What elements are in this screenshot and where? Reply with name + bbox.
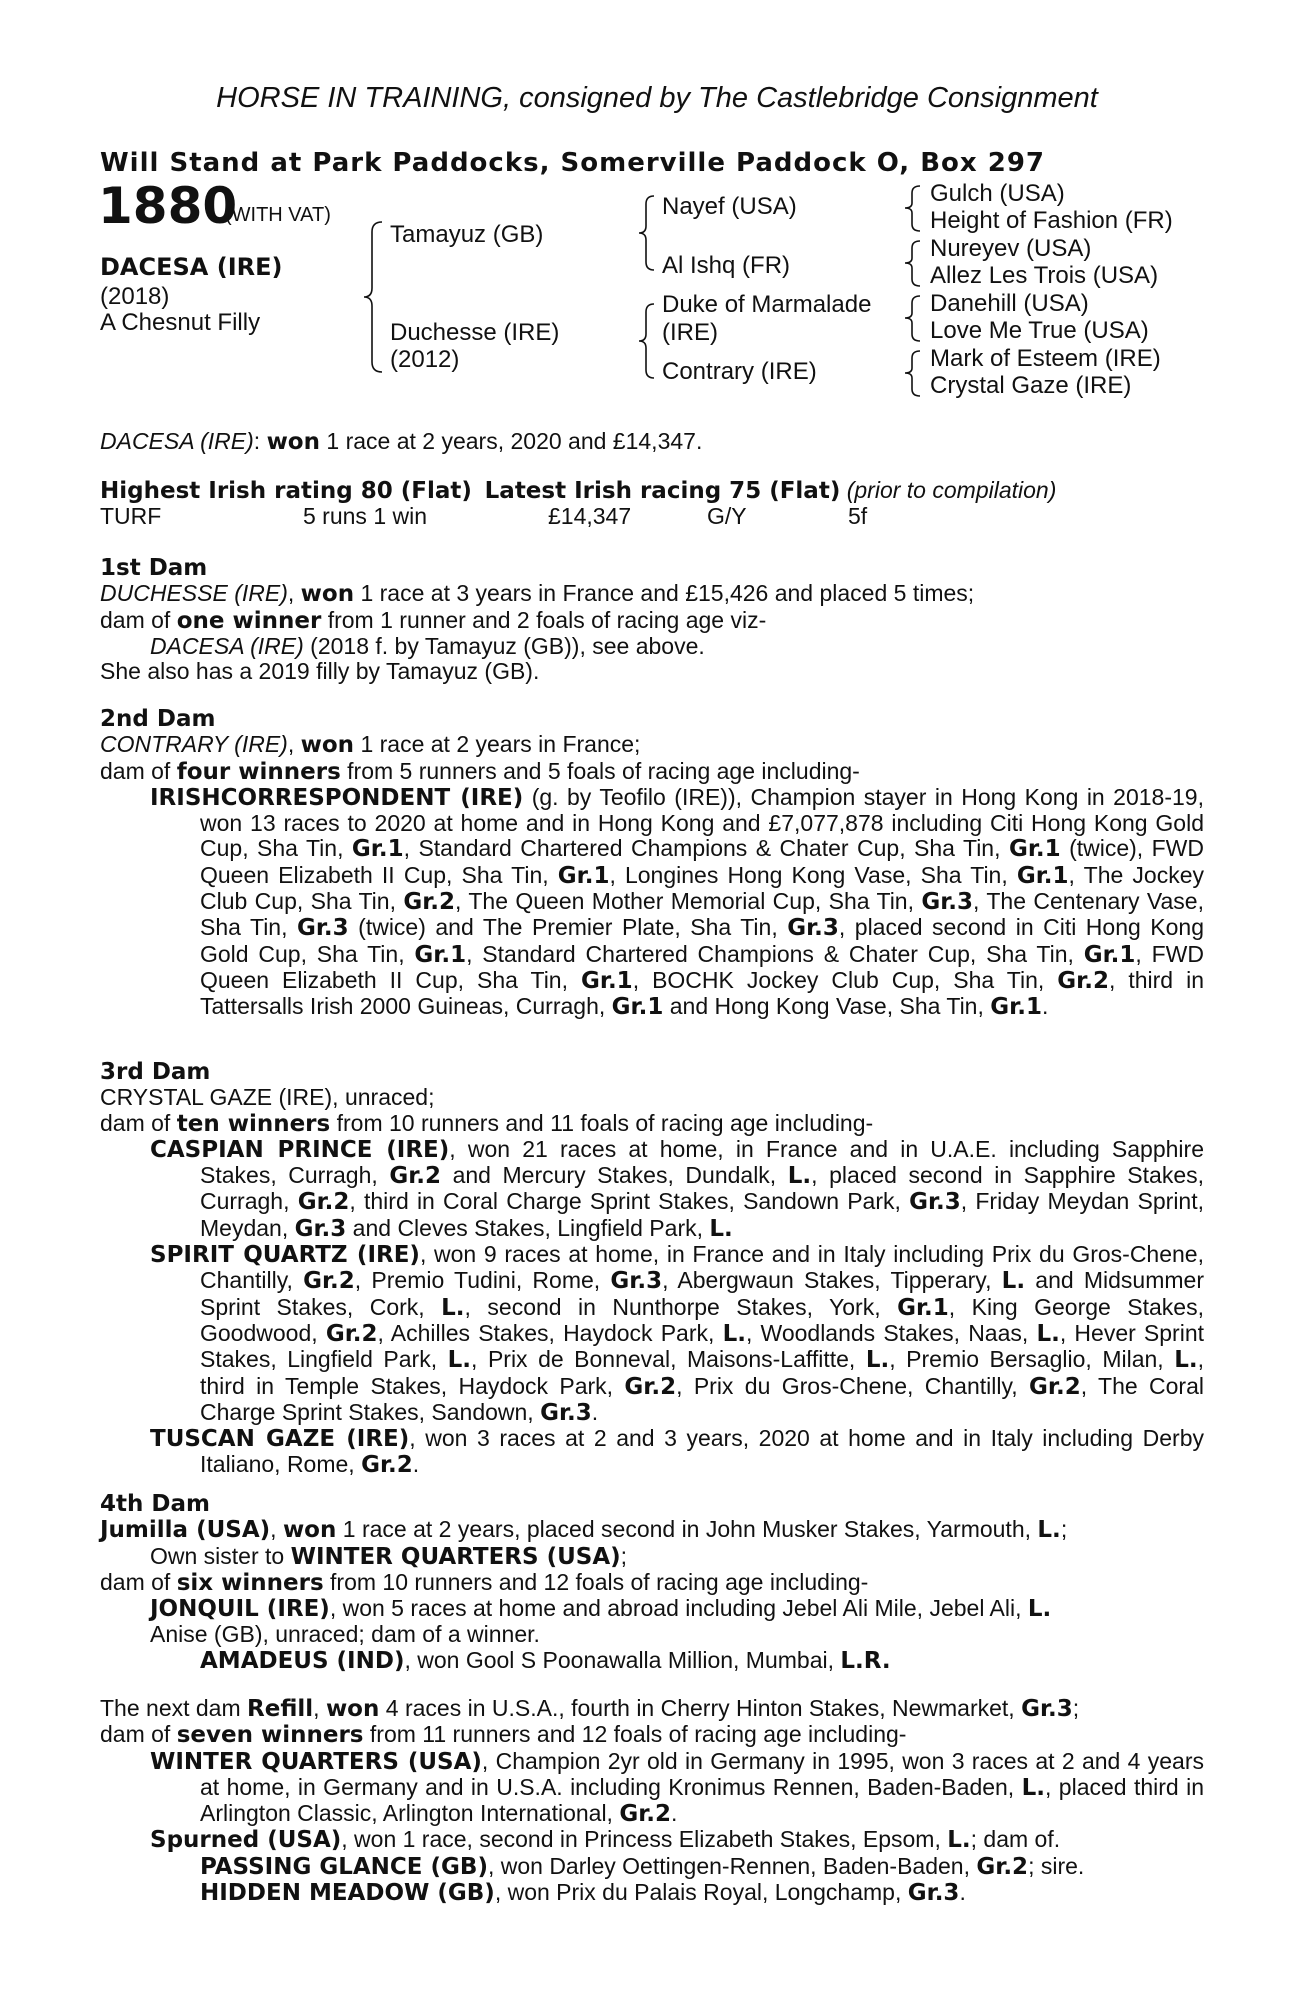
next-dam-text: 4 races in U.S.A., fourth in Cherry Hinton Stakes, Newmarket, <box>379 1695 1022 1721</box>
grade-label: Gr.1 <box>1083 941 1136 968</box>
first-dam-progeny-text: (2018 f. by Tamayuz (GB)), see above. <box>303 632 705 659</box>
fourth-dam-heading: 4th Dam <box>100 1491 210 1517</box>
grade-label: Gr.3 <box>921 889 974 916</box>
fourth-dam-name: Jumilla (USA) <box>100 1517 271 1544</box>
grade-label: Gr.3 <box>907 1880 960 1907</box>
progeny-text: . <box>591 1398 599 1425</box>
rating-going: G/Y <box>707 503 747 529</box>
pedigree-dam: Duchesse (IRE) <box>390 319 560 346</box>
grade-label: Gr.1 <box>1008 836 1061 863</box>
progeny-text: , Longines Hong Kong Vase, Sha Tin, <box>609 861 1017 888</box>
grade-label: Gr.1 <box>1016 862 1069 889</box>
progeny-name: Spurned (USA) <box>150 1827 342 1854</box>
progeny-text: , Premio Tudini, Rome, <box>354 1267 611 1294</box>
progeny-text: , third in Tattersalls Irish 2000 Guineas, Curragh, <box>200 966 1204 1020</box>
own-sister-name: WINTER QUARTERS (USA) <box>290 1543 621 1570</box>
grade-label: Gr.2 <box>325 1320 378 1347</box>
rating-runs: 5 runs 1 win <box>303 503 428 529</box>
highest-rating: Highest Irish rating 80 (Flat) <box>100 478 472 504</box>
first-dam-produce-text: from 1 runner and 2 foals of racing age viz- <box>321 606 767 633</box>
fourth-dam-winners: six winners <box>176 1569 324 1596</box>
progeny-text: , Champion 2yr old in Germany in 1995, won 3 races at 2 and 4 years at home, in Germany and in U.S.A. including Kronimus Rennen, Baden-Baden, <box>200 1747 1204 1800</box>
progeny-text: , placed second in Citi Hong Kong Gold Cup, Sha Tin, <box>200 914 1204 967</box>
next-dam-won: won <box>325 1696 380 1722</box>
grade-label: Gr.2 <box>624 1373 677 1400</box>
first-dam-text: 1 race at 3 years in France and £15,426 and placed 5 times; <box>354 580 975 607</box>
third-dam-produce <box>100 1111 1204 1137</box>
progeny-hidden-meadow <box>100 1880 1204 1906</box>
grade-label: L. <box>787 1163 812 1190</box>
fourth-dam-produce-text: from 10 runners and 12 foals of racing age including- <box>323 1568 869 1595</box>
progeny-text: and Hong Kong Vase, Sha Tin, <box>663 993 991 1020</box>
progeny-text: and Mercury Stakes, Dundalk, <box>441 1162 788 1189</box>
progeny-name: JONQUIL (IRE) <box>150 1596 330 1623</box>
next-dam-produce <box>100 1722 1204 1748</box>
grade-label: Gr.1 <box>351 836 404 863</box>
progeny-text: , Prix de Bonneval, Maisons-Laffitte, <box>471 1346 866 1373</box>
first-dam-line: DUCHESSE (IRE), won 1 race at 3 years in France and £15,426 and placed 5 times; <box>100 580 975 608</box>
progeny-name: WINTER QUARTERS (USA) <box>150 1748 482 1775</box>
grade-label: L. <box>947 1827 971 1854</box>
grade-label: L. <box>722 1320 746 1347</box>
third-dam-heading: 3rd Dam <box>100 1059 211 1085</box>
lot-number: 1880 <box>98 177 238 235</box>
grade-label: Gr.2 <box>389 1163 442 1190</box>
grade-label: L. <box>1174 1347 1198 1374</box>
progeny-name: PASSING GLANCE (GB) <box>200 1853 488 1880</box>
grade-label: Gr.1 <box>414 941 467 968</box>
progeny-tuscan-gaze <box>100 1426 1204 1479</box>
next-dam-line: The next dam Refill, won 4 races in U.S.A., fourth in Cherry Hinton Stakes, Newmarket, Gr.3; <box>100 1695 1080 1722</box>
first-dam-also: She also has a 2019 filly by Tamayuz (GB). <box>100 658 540 685</box>
third-dam-produce-text: from 10 runners and 11 foals of racing age including- <box>330 1109 874 1136</box>
progeny-text: , Hever Sprint Stakes, Lingfield Park, <box>200 1319 1205 1373</box>
second-dam-section <box>100 707 1204 1021</box>
grade-label: L. <box>1001 1268 1026 1295</box>
progeny-caspian-prince <box>100 1137 1204 1242</box>
progeny-text: , The Queen Mother Memorial Cup, Sha Tin, <box>455 888 922 915</box>
second-dam-produce-text: from 5 runners and 5 foals of racing age including- <box>340 757 860 784</box>
progeny-text: , placed third in Arlington Classic, Arlington International, <box>200 1773 1205 1827</box>
grade-label: Gr.1 <box>990 994 1042 1021</box>
consignment-title: HORSE IN TRAINING, consigned by The Castlebridge Consignment <box>216 82 1098 114</box>
progeny-spurned <box>100 1827 1204 1853</box>
pedigree-dam-year: (2012) <box>390 346 460 373</box>
pedigree-sss: Gulch (USA) <box>930 180 1065 207</box>
race-summary: DACESA (IRE): won 1 race at 2 years, 2020 and £14,347. <box>100 428 703 455</box>
grade-label: Gr.3 <box>540 1399 592 1426</box>
progeny-text: and Midsummer Sprint Stakes, Cork, <box>200 1267 1204 1320</box>
progeny-text: , Standard Chartered Champions & Chater Cup, Sha Tin, <box>466 940 1084 967</box>
progeny-name: IRISHCORRESPONDENT (IRE) <box>150 784 524 811</box>
grade-label: L. <box>1036 1320 1060 1347</box>
grade-label: Gr.3 <box>296 915 349 942</box>
progeny-text: , won 5 races at home and abroad including Jebel Ali Mile, Jebel Ali, <box>329 1595 1028 1622</box>
progeny-winter-quarters <box>100 1749 1204 1828</box>
next-dam-winners: seven winners <box>176 1722 364 1749</box>
second-dam-heading: 2nd Dam <box>100 706 216 732</box>
grade-label: L.R. <box>840 1647 891 1674</box>
first-dam-name: DUCHESSE (IRE) <box>100 580 288 607</box>
progeny-text: , Premio Bersaglio, Milan, <box>889 1346 1175 1373</box>
next-dam-produce-text: from 11 runners and 12 foals of racing age including- <box>363 1721 907 1748</box>
progeny-text: , won 3 races at 2 and 3 years, 2020 at home and in Italy including Derby Italiano, Rome, <box>200 1425 1205 1478</box>
progeny-text: , The Coral Charge Sprint Stakes, Sandown, <box>200 1372 1204 1425</box>
second-dam-winners: four winners <box>176 758 341 785</box>
pedigree-ddd: Crystal Gaze (IRE) <box>930 372 1132 399</box>
next-dam-name: Refill <box>247 1696 314 1722</box>
pedigree-dds: Mark of Esteem (IRE) <box>930 345 1161 372</box>
fourth-dam-text: 1 race at 2 years, placed second in John Musker Stakes, Yarmouth, <box>336 1516 1038 1543</box>
grade-label: L. <box>441 1294 465 1321</box>
progeny-text: , Prix du Gros-Chene, Chantilly, <box>676 1372 1030 1399</box>
grade-label: Gr.2 <box>303 1268 355 1295</box>
grade-label: Gr.2 <box>1057 967 1109 994</box>
first-dam-winners: one winner <box>176 607 322 634</box>
progeny-text: (twice), FWD Queen Elizabeth II Cup, Sha Tin, <box>200 835 1204 888</box>
grade-label: Gr.1 <box>557 862 610 889</box>
second-dam-won: won <box>300 732 355 759</box>
third-dam-dam-of: dam of <box>100 1109 177 1136</box>
pedigree-sds: Nureyev (USA) <box>930 235 1092 262</box>
punctuation: ; <box>1072 1695 1080 1721</box>
rating-line <box>100 477 1056 504</box>
progeny-text: , Achilles Stakes, Haydock Park, <box>377 1319 723 1346</box>
grade-label: L. <box>865 1347 890 1374</box>
grade-label: Gr.3 <box>1021 1696 1073 1722</box>
grade-label: Gr.2 <box>1029 1373 1081 1400</box>
fourth-dam-dam-of: dam of <box>100 1568 177 1595</box>
progeny-text: , King George Stakes, Goodwood, <box>200 1293 1204 1346</box>
progeny-text: ; sire. <box>1028 1852 1085 1879</box>
summary-horse-name: DACESA (IRE) <box>100 428 254 454</box>
progeny-text: , Woodlands Stakes, Naas, <box>745 1319 1037 1346</box>
progeny-text: , third in Coral Charge Sprint Stakes, Sandown Park, <box>349 1188 910 1215</box>
grade-label: L. <box>1037 1517 1061 1544</box>
horse-name: DACESA (IRE) <box>100 253 283 281</box>
progeny-anise: Anise (GB), unraced; dam of a winner. <box>150 1621 540 1648</box>
rating-surface: TURF <box>100 503 162 529</box>
pedigree-dss: Danehill (USA) <box>930 290 1089 317</box>
stand-location: Will Stand at Park Paddocks, Somerville Paddock O, Box 297 <box>100 148 1046 178</box>
second-dam-text: 1 race at 2 years in France; <box>354 731 641 758</box>
pedigree-sire: Tamayuz (GB) <box>390 221 544 248</box>
progeny-text: , won 9 races at home, in France and in Italy including Prix du Gros-Chene, Chantilly, <box>200 1241 1204 1294</box>
progeny-text: , third in Temple Stakes, Haydock Park, <box>200 1346 1204 1399</box>
rating-prize: £14,347 <box>548 503 632 529</box>
second-dam-dam-of: dam of <box>100 757 177 784</box>
pedigree-sire-dam: Al Ishq (FR) <box>662 252 791 279</box>
progeny-name: SPIRIT QUARTZ (IRE) <box>150 1242 420 1269</box>
pedigree-sire-sire: Nayef (USA) <box>662 193 797 220</box>
progeny-text: . <box>671 1800 678 1827</box>
progeny-text: ; dam of. <box>970 1826 1061 1853</box>
grade-label: Gr.2 <box>361 1452 413 1479</box>
rating-note: (prior to compilation) <box>846 477 1057 503</box>
progeny-text: . <box>959 1879 966 1906</box>
progeny-text: (twice) and The Premier Plate, Sha Tin, <box>348 914 788 941</box>
third-dam-section <box>100 1060 1204 1479</box>
progeny-text: , won Darley Oettingen-Rennen, Baden-Baden, <box>487 1852 977 1879</box>
third-dam-winners: ten winners <box>176 1110 331 1137</box>
summary-text: 1 race at 2 years, 2020 and £14,347. <box>320 428 703 454</box>
progeny-text: and Cleves Stakes, Lingfield Park, <box>346 1214 710 1241</box>
grade-label: Gr.2 <box>976 1853 1029 1880</box>
progeny-amadeus <box>100 1648 1204 1674</box>
pedigree-ssd: Height of Fashion (FR) <box>930 207 1173 234</box>
first-dam-progeny-name: DACESA (IRE) <box>150 632 304 659</box>
progeny-text: , Friday Meydan Sprint, Meydan, <box>200 1188 1205 1241</box>
pedigree-dam-sire: Duke of Marmalade <box>662 291 872 318</box>
grade-label: Gr.3 <box>787 915 839 942</box>
own-sister-text: Own sister to <box>150 1542 291 1569</box>
pedigree-dam-dam: Contrary (IRE) <box>662 358 817 385</box>
progeny-irishcorrespondent <box>100 785 1204 1021</box>
latest-rating: Latest Irish racing 75 (Flat) <box>484 478 841 504</box>
progeny-text: , placed second in Sapphire Stakes, Curragh, <box>200 1162 1204 1215</box>
grade-label: Gr.1 <box>897 1294 949 1321</box>
first-dam-produce <box>100 608 1204 634</box>
grade-label: Gr.2 <box>619 1801 672 1828</box>
next-dam-dam-of: dam of <box>100 1721 177 1748</box>
first-dam-dam-of: dam of <box>100 606 177 633</box>
first-dam-section <box>100 556 1204 684</box>
pedigree-sdd: Allez Les Trois (USA) <box>930 262 1159 289</box>
progeny-text: , FWD Queen Elizabeth II Cup, Sha Tin, <box>200 940 1204 993</box>
fourth-dam-line: Jumilla (USA), won 1 race at 2 years, placed second in John Musker Stakes, Yarmouth, L.; <box>100 1516 1068 1544</box>
fourth-dam-section <box>100 1492 1204 1674</box>
progeny-text: , won Prix du Palais Royal, Longchamp, <box>494 1879 908 1906</box>
progeny-text: , Standard Chartered Champions & Chater Cup, Sha Tin, <box>403 835 1009 862</box>
fourth-dam-produce <box>100 1570 1204 1596</box>
progeny-text: , The Centenary Vase, Sha Tin, <box>200 888 1204 941</box>
progeny-text: , second in Nunthorpe Stakes, York, <box>464 1293 898 1320</box>
progeny-text: , won 21 races at home, in France and in U.A.E. including Sapphire Stakes, Curragh, <box>200 1135 1204 1189</box>
progeny-text: . <box>1041 993 1049 1020</box>
progeny-jonquil <box>100 1596 1204 1622</box>
grade-label: Gr.2 <box>297 1189 350 1216</box>
grade-label: Gr.1 <box>611 994 664 1021</box>
second-dam-line: CONTRARY (IRE), won 1 race at 2 years in France; <box>100 731 641 759</box>
progeny-name: AMADEUS (IND) <box>200 1647 405 1674</box>
pedigree-dam-sire-suffix: (IRE) <box>662 319 718 346</box>
progeny-name: CASPIAN PRINCE (IRE) <box>150 1136 450 1163</box>
grade-label: Gr.1 <box>581 967 633 994</box>
horse-year: (2018) <box>100 283 170 310</box>
next-dam-section <box>100 1696 1204 1906</box>
rating-distance: 5f <box>848 503 868 529</box>
next-dam-intro: The next dam <box>100 1695 248 1721</box>
progeny-text: (g. by Teofilo (IRE)), Champion stayer in Hong Kong in 2018-19, won 13 races to 2020 at home and in Hong Kong and £7,077,878 including Citi Hong Kong Gold Cup, Sha Tin, <box>200 783 1204 862</box>
progeny-text: , won 1 race, second in Princess Elizabeth Stakes, Epsom, <box>341 1826 948 1853</box>
third-dam-line: CRYSTAL GAZE (IRE), unraced; <box>100 1084 435 1111</box>
grade-label: Gr.3 <box>610 1268 663 1295</box>
grade-label: L. <box>709 1215 733 1242</box>
progeny-text: . <box>412 1451 420 1478</box>
first-dam-progeny <box>100 634 1204 659</box>
grade-label: L. <box>1027 1596 1052 1623</box>
progeny-name: TUSCAN GAZE (IRE) <box>150 1426 410 1453</box>
fourth-dam-won: won <box>282 1517 337 1544</box>
progeny-text: , BOCHK Jockey Club Cup, Sha Tin, <box>632 966 1058 993</box>
grade-label: Gr.2 <box>403 889 456 916</box>
progeny-text: , Abergwaun Stakes, Tipperary, <box>662 1267 1002 1294</box>
first-dam-won: won <box>300 581 355 608</box>
grade-label: Gr.3 <box>294 1215 347 1242</box>
progeny-name: HIDDEN MEADOW (GB) <box>200 1880 495 1907</box>
punctuation: ; <box>620 1542 628 1569</box>
progeny-passing-glance <box>100 1854 1204 1880</box>
punctuation: ; <box>1060 1516 1068 1543</box>
second-dam-name: CONTRARY (IRE) <box>100 731 288 758</box>
progeny-text: , The Jockey Club Cup, Sha Tin, <box>200 861 1204 915</box>
second-dam-produce <box>100 759 1204 785</box>
fourth-dam-own-sister <box>100 1544 1204 1570</box>
grade-label: L. <box>1021 1774 1046 1801</box>
progeny-text: , won Gool S Poonawalla Million, Mumbai, <box>404 1646 841 1673</box>
summary-won: won <box>266 429 320 455</box>
grade-label: L. <box>447 1347 472 1374</box>
progeny-spirit-quartz <box>100 1242 1204 1426</box>
first-dam-heading: 1st Dam <box>100 555 208 581</box>
pedigree-dsd: Love Me True (USA) <box>930 317 1149 344</box>
grade-label: Gr.3 <box>909 1189 961 1216</box>
horse-description: A Chesnut Filly <box>100 309 261 336</box>
vat-note: (WITH VAT) <box>225 204 331 226</box>
